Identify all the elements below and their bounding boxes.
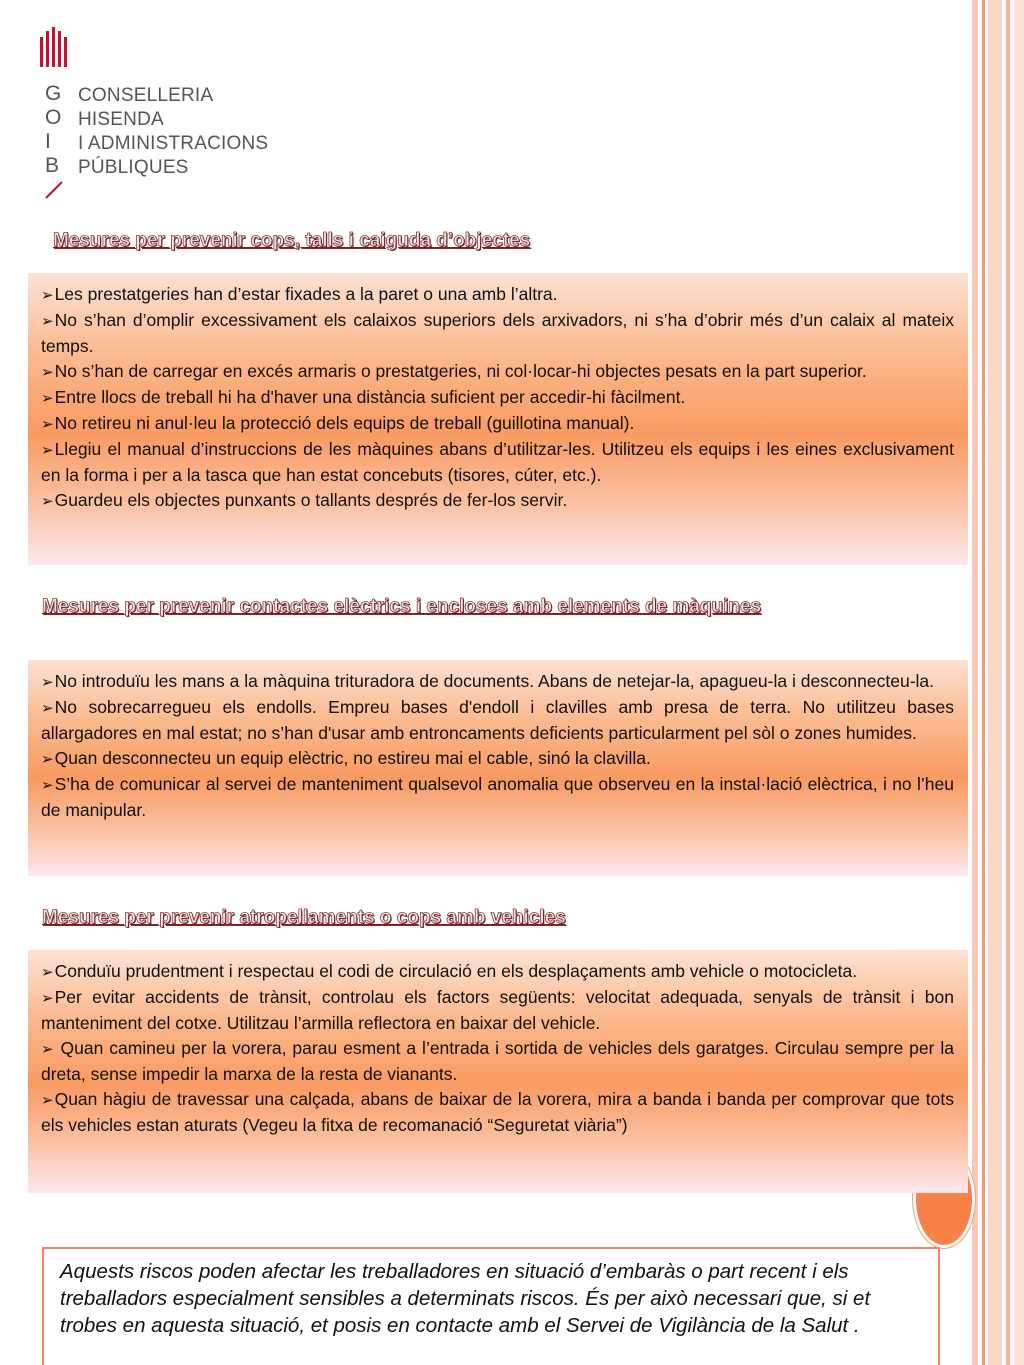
logo-line: HISENDA (78, 109, 164, 130)
flag-bars-icon (40, 27, 68, 67)
logo-letter: O (45, 106, 62, 129)
list-item: ➢Per evitar accidents de trànsit, controlau els factors següents: velocitat adequada, senyals de trànsit i bon manteniment del cotxe. Utilitzau l’armilla reflectora en baixar del vehicle. (41, 987, 954, 1033)
list-item: ➢No s’han de carregar en excés armaris o prestatgeries, ni col·locar-hi objectes pesats en la part superior. (41, 361, 867, 381)
arrow-bullet-icon: ➢ (41, 416, 54, 433)
logo-slash-icon (44, 178, 66, 200)
decorative-stripe (1006, 0, 1010, 1365)
list-item: ➢Guardeu els objectes punxants o tallants després de fer-los servir. (41, 490, 568, 510)
logo-line: CONSELLERIA (78, 85, 214, 106)
list-item: ➢Quan desconnecteu un equip elèctric, no estireu mai el cable, sinó la clavilla. (41, 748, 651, 768)
arrow-bullet-icon: ➢ (41, 990, 54, 1007)
logo-letter: G (45, 82, 62, 105)
logo-letters (45, 82, 69, 178)
logo-line: PÚBLIQUES (78, 157, 189, 178)
list-item: ➢ Quan camineu per la vorera, parau esment a l’entrada i sortida de vehicles dels garatges. Circulau sempre per la dreta, sense impedir la marxa de la resta de vianants. (41, 1038, 954, 1084)
arrow-bullet-icon: ➢ (41, 313, 54, 330)
section-box-contactes-electrics (28, 660, 968, 876)
sensitive-workers-note: Aquests riscos poden afectar les treballadores en situació d’embaràs o part recent i els treballadors especialment sensibles a determinats riscos. És per això necessari que, si et trobes en aquesta situació, et posis en contacte amb el Servei de Vigilància de la Salut . (42, 1247, 940, 1365)
decorative-stripe (982, 0, 985, 1365)
decorative-stripe (988, 0, 1002, 1365)
logo-line: I ADMINISTRACIONS (78, 133, 269, 154)
list-item: ➢Quan hàgiu de travessar una calçada, abans de baixar de la vorera, mira a banda i banda per comprovar que tots els vehicles estan aturats (Vegeu la fitxa de recomanació “Seguretat viària”) (41, 1089, 954, 1135)
arrow-bullet-icon: ➢ (41, 1041, 54, 1058)
list-item: ➢S’ha de comunicar al servei de manteniment qualsevol anomalia que observeu en la instal·lació elèctrica, i no l’heu de manipular. (41, 774, 954, 820)
decorative-stripe (1014, 0, 1024, 1365)
arrow-bullet-icon: ➢ (41, 364, 54, 381)
logo-department-name (78, 84, 268, 180)
section-heading-atropellaments: Mesures per prevenir atropellaments o cops amb vehicles (42, 907, 566, 928)
list-item: ➢Les prestatgeries han d’estar fixades a la paret o una amb l’altra. (41, 284, 558, 304)
list-item: ➢Conduïu prudentment i respectau el codi de circulació en els desplaçaments amb vehicle o motocicleta. (41, 961, 858, 981)
list-item: ➢No retireu ni anul·leu la protecció dels equips de treball (guillotina manual). (41, 413, 635, 433)
section-heading-cops-talls: Mesures per prevenir cops, talls i caiguda d’objectes (53, 230, 531, 251)
arrow-bullet-icon: ➢ (41, 964, 54, 981)
list-item: ➢No sobrecarregueu els endolls. Empreu bases d'endoll i clavilles amb presa de terra. No utilitzeu bases allargadores en mal estat; no s’han d'usar amb entroncaments deficients particularment pel sòl o zones humides. (41, 697, 954, 743)
arrow-bullet-icon: ➢ (41, 751, 54, 768)
list-item: ➢No s’han d’omplir excessivament els calaixos superiors dels arxivadors, ni s’ha d’obrir més d’un calaix al mateix temps. (41, 310, 954, 356)
arrow-bullet-icon: ➢ (41, 674, 54, 691)
arrow-bullet-icon: ➢ (41, 287, 54, 304)
arrow-bullet-icon: ➢ (41, 777, 54, 794)
list-item: ➢Llegiu el manual d’instruccions de les màquines abans d’utilitzar-les. Utilitzeu els equips i les eines exclusivament en la forma i per a la tasca que han estat concebuts (tisores, cúter, etc.). (41, 439, 954, 485)
arrow-bullet-icon: ➢ (41, 1092, 54, 1109)
logo-letter: B (45, 154, 60, 177)
list-item: ➢Entre llocs de treball hi ha d'haver una distància suficient per accedir-hi fàcilment. (41, 387, 686, 407)
arrow-bullet-icon: ➢ (41, 442, 54, 459)
section-box-cops-talls (28, 273, 968, 565)
arrow-bullet-icon: ➢ (41, 390, 54, 407)
section-box-atropellaments (28, 950, 968, 1193)
arrow-bullet-icon: ➢ (41, 493, 54, 510)
decorative-stripe (972, 0, 978, 1365)
section-heading-contactes-electrics: Mesures per prevenir contactes elèctrics i encloses amb elements de màquines (42, 596, 762, 617)
arrow-bullet-icon: ➢ (41, 700, 54, 717)
logo-letter: I (45, 130, 51, 153)
list-item: ➢No introduïu les mans a la màquina trituradora de documents. Abans de netejar-la, apagueu-la i desconnecteu-la. (41, 671, 935, 691)
